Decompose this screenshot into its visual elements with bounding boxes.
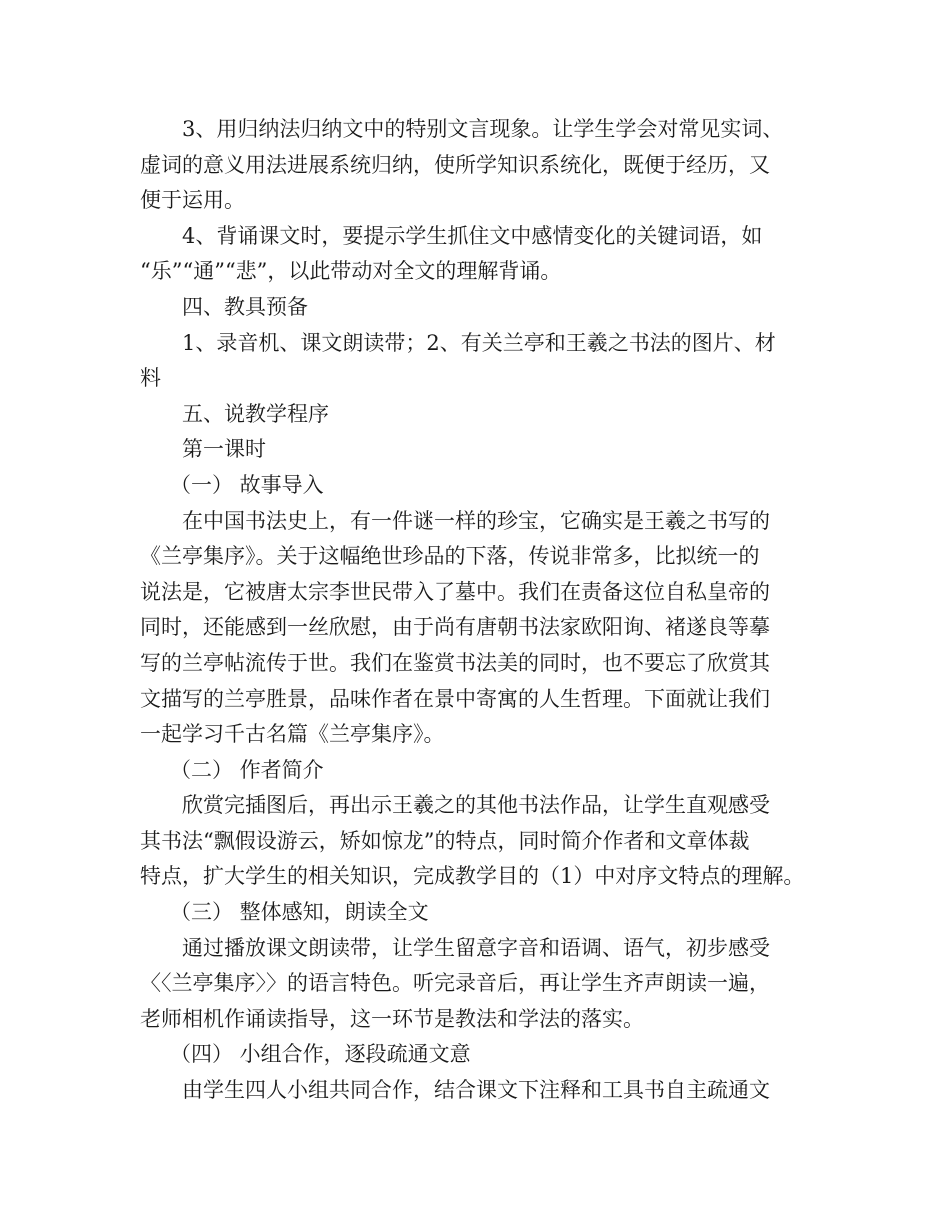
paragraph-line: 通过播放课文朗读带，让学生留意字音和语调、语气，初步感受 [182, 935, 770, 960]
paragraph-line: 在中国书法史上，有一件谜一样的珍宝，它确实是王羲之书写的 [182, 508, 770, 533]
paragraph-line: 写的兰亭帖流传于世。我们在鉴赏书法美的同时，也不要忘了欣赏其 [140, 650, 770, 675]
paragraph-line: 〈〈兰亭集序〉〉的语言特色。听完录音后，再让学生齐声朗读一遍， [140, 971, 770, 996]
paragraph-line: 其书法“飘假设游云，矫如惊龙”的特点，同时简介作者和文章体裁 [140, 828, 750, 853]
paragraph-line: 《兰亭集序》。关于这幅绝世珍品的下落，传说非常多，比拟统一的 [140, 544, 760, 569]
paragraph-line: 3、用归纳法归纳文中的特别文言现象。让学生学会对常见实词、 [182, 117, 784, 141]
section-heading: 五、说教学程序 [182, 401, 329, 426]
paragraph-line: 说法是，它被唐太宗李世民带入了墓中。我们在责备这位自私皇帝的 [140, 579, 770, 604]
paragraph-line: 特点，扩大学生的相关知识，完成教学目的（1）中对序文特点的理解。 [140, 864, 805, 889]
subsection-heading: （四） 小组合作，逐段疏通文意 [170, 1042, 471, 1067]
subsection-heading: （二） 作者简介 [170, 757, 324, 782]
subsection-heading: （一） 故事导入 [170, 472, 324, 497]
paragraph-line: 便于运用。 [140, 188, 245, 213]
paragraph-line: 虚词的意义用法进展系统归纳，使所学知识系统化，既便于经历，又 [140, 152, 770, 177]
paragraph-line: 同时，还能感到一丝欣慰，由于尚有唐朝书法家欧阳询、褚遂良等摹 [140, 615, 770, 640]
paragraph-line: 料 [140, 366, 161, 391]
paragraph-line: 4、背诵课文时，要提示学生抓住文中感情变化的关键词语，如 [182, 223, 763, 248]
lesson-heading: 第一课时 [182, 437, 266, 462]
paragraph-line: 由学生四人小组共同合作，结合课文下注释和工具书自主疏通文 [182, 1078, 770, 1103]
paragraph-line: “乐”“通”“悲”，以此带动对全文的理解背诵。 [140, 259, 562, 284]
paragraph-line: 老师相机作诵读指导，这一环节是教法和学法的落实。 [140, 1006, 644, 1031]
paragraph-line: 1、录音机、课文朗读带；2、有关兰亭和王羲之书法的图片、材 [182, 330, 776, 355]
paragraph-line: 文描写的兰亭胜景，品味作者在景中寄寓的人生哲理。下面就让我们 [140, 686, 770, 711]
section-heading: 四、教具预备 [182, 294, 308, 319]
subsection-heading: （三） 整体感知，朗读全文 [170, 900, 429, 925]
paragraph-line: 一起学习千古名篇《兰亭集序》。 [140, 722, 445, 747]
paragraph-line: 欣赏完插图后，再出示王羲之的其他书法作品，让学生直观感受 [182, 793, 770, 818]
